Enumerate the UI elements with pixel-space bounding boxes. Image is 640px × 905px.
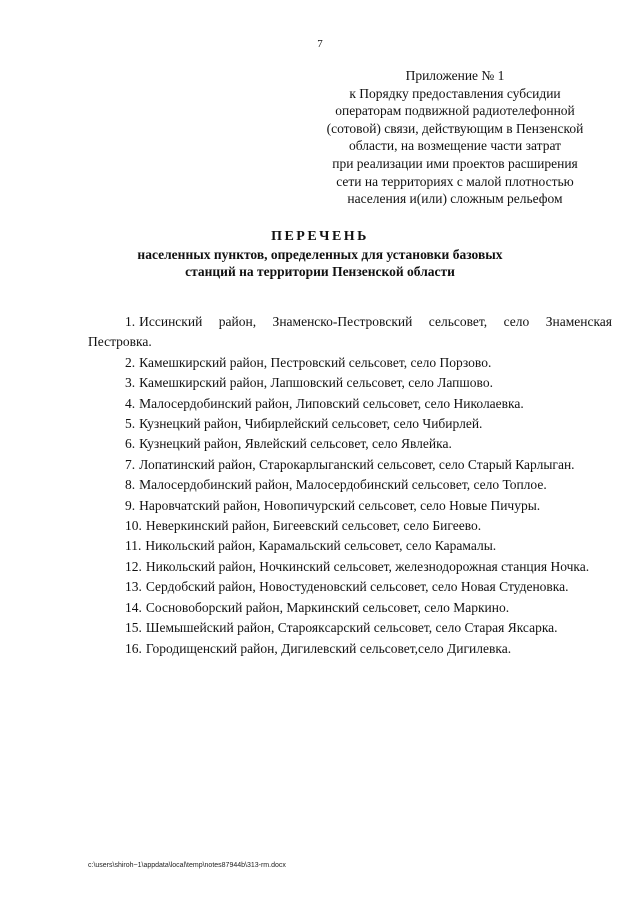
footer-file-path: c:\users\shiroh~1\appdata\local\temp\notes87944b\313-rm.docx (88, 862, 286, 869)
document-title: ПЕРЕЧЕНЬ (271, 229, 369, 244)
item-number: 12. (125, 558, 142, 574)
document-heading (0, 228, 640, 280)
item-number: 2. (125, 354, 136, 370)
list-item (88, 557, 612, 577)
appendix-line: населения и(или) сложным рельефом (347, 191, 563, 207)
document-subtitle (0, 246, 640, 280)
appendix-line: (сотовой) связи, действующим в Пензенской (326, 120, 584, 136)
item-number: 1. (125, 314, 136, 329)
list-item (88, 475, 612, 495)
appendix-line: операторам подвижной радиотелефонной (335, 103, 575, 119)
item-text: Камешкирский район, Лапшовский сельсовет, село Лапшово. (139, 375, 493, 391)
item-text: Малосердобинский район, Малосердобинский сельсовет, село Топлое. (139, 477, 547, 493)
appendix-line: при реализации ими проектов расширения (332, 155, 578, 171)
item-text: Никольский район, Карамальский сельсовет, село Карамалы. (145, 538, 497, 554)
list-item (88, 373, 612, 393)
list-item (88, 639, 612, 659)
item-number: 13. (125, 579, 142, 595)
item-number: 10. (125, 518, 142, 534)
item-text: Сосновоборский район, Маркинский сельсовет, село Маркино. (145, 599, 510, 615)
list-item (88, 455, 612, 475)
item-text: Малосердобинский район, Липовский сельсовет, село Николаевка. (139, 395, 524, 411)
list-item (88, 312, 612, 353)
item-number: 14. (125, 599, 142, 615)
page-number: 7 (317, 38, 323, 50)
item-number: 7. (125, 456, 136, 472)
appendix-header (290, 67, 620, 208)
list-item (88, 394, 612, 414)
list-item (88, 577, 612, 597)
item-number: 16. (125, 640, 142, 656)
item-number: 6. (125, 436, 136, 452)
item-text: Кузнецкий район, Чибирлейский сельсовет, село Чибирлей. (139, 416, 483, 432)
item-number: 5. (125, 416, 136, 432)
subtitle-line: населенных пунктов, определенных для установки базовых (137, 247, 503, 262)
item-number: 9. (125, 497, 136, 513)
list-item (88, 414, 612, 434)
list-item (88, 434, 612, 454)
item-number: 11. (125, 538, 142, 554)
list-item (88, 618, 612, 638)
appendix-line: Приложение № 1 (405, 68, 505, 83)
appendix-line: области, на возмещение части затрат (349, 138, 561, 154)
item-text: Никольский район, Ночкинский сельсовет, железнодорожная станция Ночка. (145, 558, 590, 574)
item-text: Сердобский район, Новостуденовский сельсовет, село Новая Студеновка. (145, 579, 569, 595)
list-item (88, 353, 612, 373)
item-text: Городищенский район, Дигилевский сельсовет,село Дигилевка. (145, 640, 512, 656)
item-text: Лопатинский район, Старокарлыганский сельсовет, село Старый Карлыган. (139, 456, 575, 472)
item-text: Наровчатский район, Новопичурский сельсовет, село Новые Пичуры. (139, 497, 541, 513)
item-number: 4. (125, 395, 136, 411)
list-item (88, 536, 612, 556)
list-item (88, 516, 612, 536)
item-number: 15. (125, 620, 142, 636)
list-item (88, 598, 612, 618)
subtitle-line: станций на территории Пензенской области (185, 264, 455, 279)
list-item (88, 496, 612, 516)
item-text: Камешкирский район, Пестровский сельсовет, село Порзово. (139, 354, 492, 370)
item-text: Шемышейский район, Староякcарский сельсовет, село Старая Яксарка. (145, 620, 558, 636)
item-text: Кузнецкий район, Явлейский сельсовет, село Явлейка. (139, 436, 452, 452)
appendix-line: к Порядку предоставления субсидии (349, 85, 561, 101)
item-number: 3. (125, 375, 136, 391)
settlement-list (88, 312, 612, 659)
item-number: 8. (125, 477, 136, 493)
item-text: Неверкинский район, Бигеевский сельсовет, село Бигеево. (145, 518, 482, 534)
appendix-line: сети на территориях с малой плотностью (336, 173, 574, 189)
item-text: Иссинский район, Знаменско-Пестровский сельсовет, село Знаменская Пестровка. (88, 314, 612, 350)
